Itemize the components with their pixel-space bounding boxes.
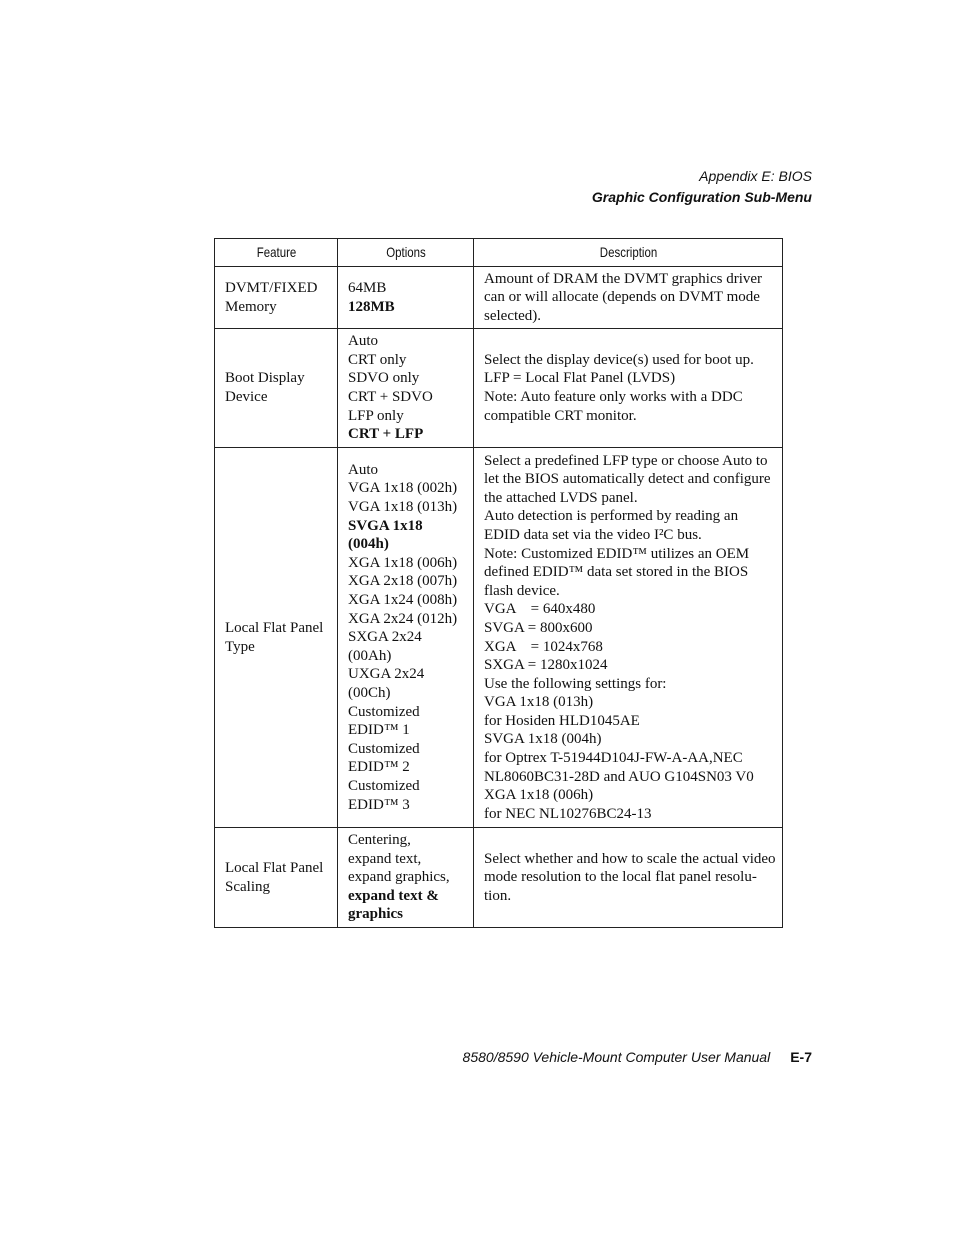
option-value: EDID™ 2 xyxy=(348,759,410,776)
bios-options-table xyxy=(214,238,783,928)
option-value: XGA 1x18 (006h) xyxy=(348,554,458,571)
description-line: EDID data set via the video I²C bus. xyxy=(484,526,702,543)
option-value: SDVO only xyxy=(348,370,420,387)
option-value: XGA 1x24 (008h) xyxy=(348,592,458,609)
description-line: Note: Auto feature only works with a DDC xyxy=(484,389,743,405)
default-option: graphics xyxy=(348,906,404,923)
description-line: SXGA = 1280x1024 xyxy=(484,657,608,674)
table-row xyxy=(215,828,783,928)
option-value: Customized xyxy=(348,740,420,757)
description-line: LFP = Local Flat Panel (LVDS) xyxy=(484,370,676,387)
feature-line: DVMT/FIXED xyxy=(225,279,318,296)
option-value: expand text, xyxy=(348,850,422,867)
description-line: SVGA 1x18 (004h) xyxy=(484,731,602,748)
option-value: VGA 1x18 (013h) xyxy=(348,499,458,516)
description-line: let the BIOS automatically detect and configure xyxy=(484,471,771,488)
option-value: SXGA 2x24 xyxy=(348,629,422,646)
description-line: Auto detection is performed by reading an xyxy=(484,508,739,525)
running-header-section: Graphic Configuration Sub-Menu xyxy=(591,189,812,205)
description-line: Select whether and how to scale the actual video xyxy=(484,850,776,867)
description-line: can or will allocate (depends on DVMT mode xyxy=(484,289,760,306)
option-value: XGA 2x24 (012h) xyxy=(348,610,458,627)
description-cell xyxy=(474,828,783,928)
column-header-feature: Feature xyxy=(226,239,327,267)
footer-manual-title: 8580/8590 Vehicle-Mount Computer User Manual xyxy=(462,1049,771,1065)
option-value: UXGA 2x24 xyxy=(348,666,425,683)
option-value: Auto xyxy=(348,461,378,478)
table-row xyxy=(215,448,783,828)
feature-cell xyxy=(215,267,338,329)
description-line: Use the following settings for: xyxy=(484,675,667,692)
option-value: (00Ah) xyxy=(348,647,392,664)
options-cell xyxy=(338,267,474,329)
feature-line: Scaling xyxy=(225,878,270,895)
description-line: XGA 1x18 (006h) xyxy=(484,787,594,804)
table-header-row xyxy=(215,239,783,267)
feature-line: Device xyxy=(225,389,268,405)
option-value: CRT + SDVO xyxy=(348,389,433,405)
description-line: for NEC NL10276BC24-13 xyxy=(484,805,652,822)
option-value: EDID™ 3 xyxy=(348,796,410,813)
description-line: NL8060BC31-28D and AUO G104SN03 V0 xyxy=(484,768,754,785)
page-number: E-7 xyxy=(790,1049,812,1065)
description-cell xyxy=(474,329,783,448)
page-footer xyxy=(463,1047,812,1067)
feature-line: Memory xyxy=(225,298,277,315)
options-cell xyxy=(338,448,474,828)
default-option: SVGA 1x18 xyxy=(348,517,423,534)
default-option: (004h) xyxy=(348,536,389,553)
column-header-options: Options xyxy=(350,239,462,267)
option-value: VGA 1x18 (002h) xyxy=(348,480,458,497)
table-row xyxy=(215,329,783,448)
description-line: VGA 1x18 (013h) xyxy=(484,694,594,711)
description-line: VGA = 640x480 xyxy=(484,601,596,618)
description-line: XGA = 1024x768 xyxy=(484,638,603,655)
description-line: Select the display device(s) used for boot up. xyxy=(484,351,754,368)
feature-cell xyxy=(215,329,338,448)
table-body xyxy=(215,267,783,928)
column-header-description: Description xyxy=(501,239,754,267)
description-line: for Optrex T-51944D104J-FW-A-AA,NEC xyxy=(484,750,743,767)
option-value: Customized xyxy=(348,703,420,720)
description-line: Note: Customized EDID™ utilizes an OEM xyxy=(484,545,750,562)
feature-line: Boot Display xyxy=(225,370,305,387)
feature-line: Local Flat Panel xyxy=(225,859,324,876)
description-line: tion. xyxy=(484,887,512,904)
running-header-appendix: Appendix E: BIOS xyxy=(699,168,812,184)
feature-line: Local Flat Panel xyxy=(225,619,324,636)
option-value: Customized xyxy=(348,777,420,794)
option-value: XGA 2x18 (007h) xyxy=(348,573,458,590)
table-row xyxy=(215,267,783,329)
option-value: Auto xyxy=(348,333,378,350)
description-cell xyxy=(474,448,783,828)
option-value: CRT only xyxy=(348,351,407,368)
description-line: Select a predefined LFP type or choose Auto to xyxy=(484,452,768,469)
default-option: 128MB xyxy=(348,298,395,315)
description-line: compatible CRT monitor. xyxy=(484,407,637,424)
option-value: expand graphics, xyxy=(348,869,450,886)
feature-cell xyxy=(215,448,338,828)
description-line: Amount of DRAM the DVMT graphics driver xyxy=(484,270,763,287)
default-option: expand text & xyxy=(348,887,439,904)
options-cell xyxy=(338,828,474,928)
default-option: CRT + LFP xyxy=(348,426,424,443)
option-value: EDID™ 1 xyxy=(348,722,410,739)
option-value: Centering, xyxy=(348,832,411,849)
description-cell xyxy=(474,267,783,329)
description-line: SVGA = 800x600 xyxy=(484,619,593,636)
feature-line: Type xyxy=(225,638,255,655)
description-line: for Hosiden HLD1045AE xyxy=(484,712,640,729)
description-line: the attached LVDS panel. xyxy=(484,489,638,506)
option-value: (00Ch) xyxy=(348,684,391,701)
feature-cell xyxy=(215,828,338,928)
options-cell xyxy=(338,329,474,448)
description-line: flash device. xyxy=(484,582,560,599)
description-line: defined EDID™ data set stored in the BIOS xyxy=(484,564,749,581)
description-line: mode resolution to the local flat panel resolu- xyxy=(484,869,757,886)
option-value: LFP only xyxy=(348,407,404,424)
option-value: 64MB xyxy=(348,279,387,296)
description-line: selected). xyxy=(484,307,542,324)
